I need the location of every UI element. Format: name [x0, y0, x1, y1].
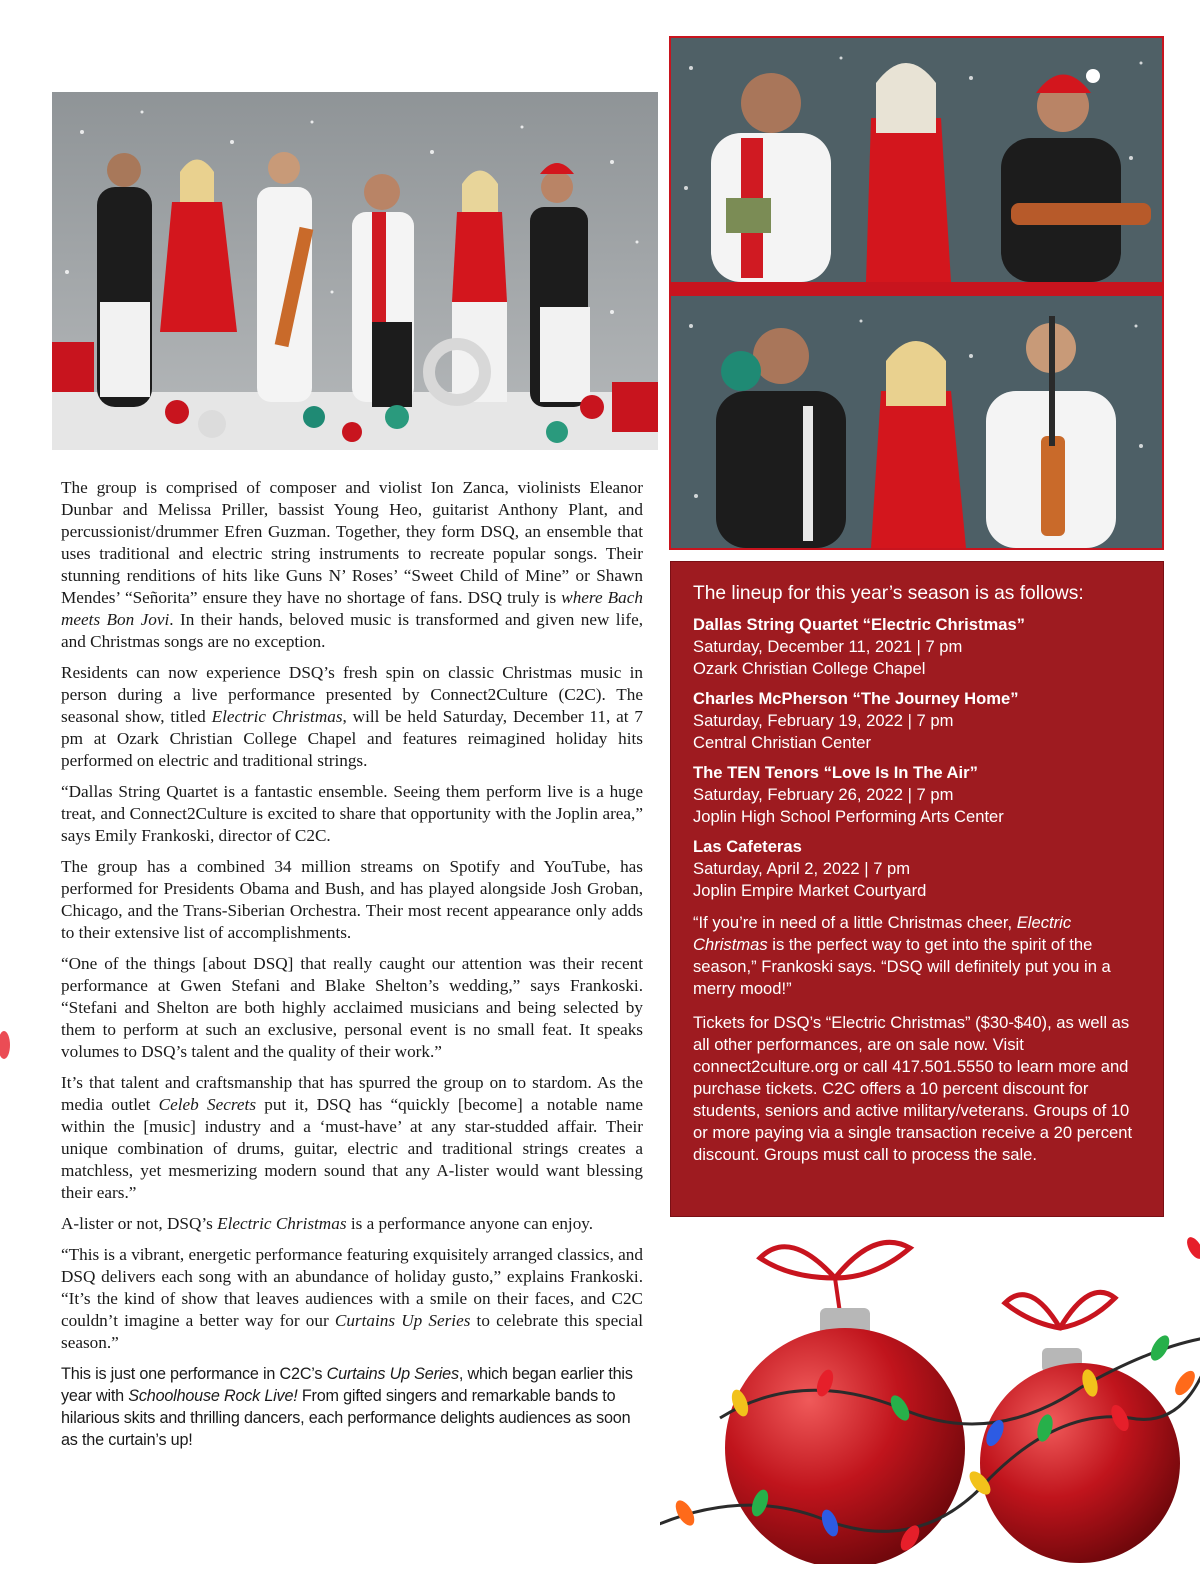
trio-photo-top — [671, 38, 1162, 282]
sidebar-quote: “If you’re in need of a little Christmas cheer, Electric Christmas is the perfect way to get into the spirit of the season,” Frankoski says. “DSQ will definitely put you in a merry mood!” — [693, 913, 1111, 998]
event-name: Las Cafeteras — [693, 837, 802, 856]
article-body — [61, 477, 643, 1460]
event-item — [693, 614, 1141, 680]
group-photo — [52, 92, 658, 450]
lineup-title: The lineup for this year’s season is as follows: — [693, 583, 1084, 604]
event-venue: Joplin Empire Market Courtyard — [693, 881, 927, 900]
article-paragraph: The group is comprised of composer and violist Ion Zanca, violinists Eleanor Dunbar and Melissa Priller, bassist Young Heo, guitarist Anthony Plant, and percussionist/drummer Efren Guzman. Together, they form DSQ, an ensemble that uses traditional and electric string instruments to recreate popular songs. Their stunning renditions of hits like Guns N’ Roses’ “Sweet Child of Mine” or Shawn Mendes’ “Señorita” ensure they have no shortage of fans. DSQ truly is where Bach meets Bon Jovi. In their hands, beloved music is transformed and given new life, and Christmas songs are no exception. — [61, 478, 644, 651]
event-date: Saturday, February 19, 2022 | 7 pm — [693, 711, 954, 730]
article-paragraph: A-lister or not, DSQ’s Electric Christmas is a performance anyone can enjoy. — [61, 1214, 594, 1233]
light-bulb-decoration — [0, 1010, 16, 1080]
trio-photo-bottom — [671, 296, 1162, 548]
christmas-ornaments-decoration — [660, 1218, 1200, 1564]
event-date: Saturday, December 11, 2021 | 7 pm — [693, 637, 963, 656]
event-item — [693, 688, 1141, 754]
article-closing-paragraph: This is just one performance in C2C’s Curtains Up Series, which began earlier this year with Schoolhouse Rock Live! From gifted singers and remarkable bands to hilarious skits and thrilling dancers, each performance delights audiences as soon as the curtain’s up! — [61, 1365, 633, 1449]
article-paragraph: It’s that talent and craftsmanship that has spurred the group on to stardom. As the media outlet Celeb Secrets put it, DSQ has “quickly [become] a notable name within the [music] industry and a ‘must-have’ at any star-studded affair. Their unique combination of drums, guitar, electric and traditional strings creates a matchless, yet mesmerizing modern sound that any A-lister would want blessing their ears.” — [61, 1073, 644, 1202]
article-paragraph: “Dallas String Quartet is a fantastic ensemble. Seeing them perform live is a huge treat, and Connect2Culture is excited to share that opportunity with the Joplin area,” says Emily Frankoski, director of C2C. — [61, 782, 643, 845]
event-name: Charles McPherson “The Journey Home” — [693, 689, 1019, 708]
article-paragraph: “One of the things [about DSQ] that really caught our attention was their recent performance at Gwen Stefani and Blake Shelton’s wedding,” says Frankoski. “Stefani and Shelton are both highly acclaimed musicians and being selected by them to perform at such an exclusive, personal event is no small feat. It speaks volumes to DSQ’s talent and the quality of their work.” — [61, 954, 643, 1061]
event-venue: Ozark Christian College Chapel — [693, 659, 926, 678]
event-date: Saturday, February 26, 2022 | 7 pm — [693, 785, 954, 804]
event-item — [693, 836, 1141, 902]
event-name: The TEN Tenors “Love Is In The Air” — [693, 763, 978, 782]
event-date: Saturday, April 2, 2022 | 7 pm — [693, 859, 911, 878]
event-venue: Central Christian Center — [693, 733, 871, 752]
lineup-sidebar — [670, 561, 1164, 1217]
sidebar-tickets: Tickets for DSQ’s “Electric Christmas” ($30-$40), as well as all other performances, are on sale now. Visit connect2culture.org or call 417.501.5550 to learn more and purchase tickets. C2C offers a 10 percent discount for students, seniors and active military/veterans. Groups of 10 or more paying via a single transaction receive a 20 percent discount. Groups must call to process the sale. — [693, 1013, 1133, 1164]
article-paragraph: The group has a combined 34 million streams on Spotify and YouTube, has performed for Presidents Obama and Bush, and has played alongside Josh Groban, Chicago, and the Trans-Siberian Orchestra. Their most recent appearance only adds to their extensive list of accomplishments. — [61, 857, 643, 942]
event-venue: Joplin High School Performing Arts Center — [693, 807, 1004, 826]
event-name: Dallas String Quartet “Electric Christmas” — [693, 615, 1025, 634]
article-paragraph: “This is a vibrant, energetic performance featuring exquisitely arranged classics, and DSQ delivers each song with an abundance of holiday gusto,” explains Frankoski. “It’s the kind of show that leaves audiences with a smile on their faces, and C2C couldn’t imagine a better way for our Curtains Up Series to celebrate this special season.” — [61, 1245, 644, 1352]
article-paragraph: Residents can now experience DSQ’s fresh spin on classic Christmas music in person during a live performance presented by Connect2Culture (C2C). The seasonal show, titled Electric Christmas, will be held Saturday, December 11, at 7 pm at Ozark Christian College Chapel and features reimagined holiday hits performed on electric and traditional strings. — [61, 663, 643, 770]
event-item — [693, 762, 1141, 828]
